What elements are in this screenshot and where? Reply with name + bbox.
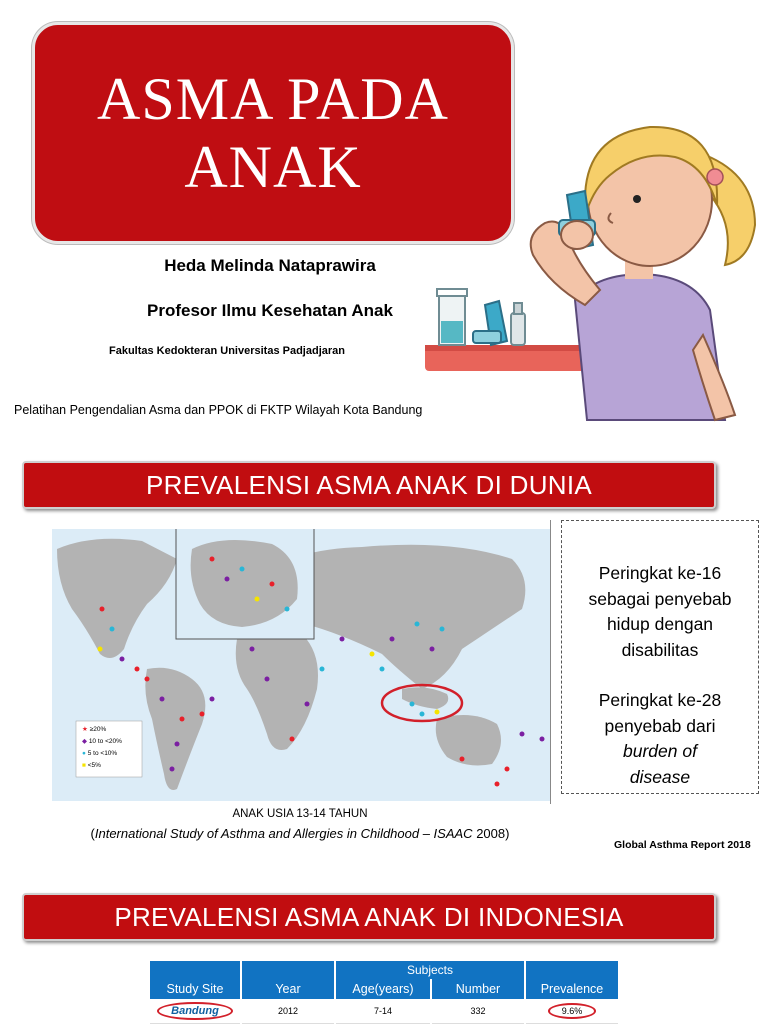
table-cell-prevalence: 9.6% xyxy=(548,1003,597,1019)
legend-item-2: 10 to <20% xyxy=(88,738,122,745)
map-legend-labels xyxy=(82,724,122,772)
world-map-graphic xyxy=(52,529,550,801)
info-line: disabilitas xyxy=(621,639,699,660)
legend-item-3: 5 to <10% xyxy=(87,750,118,757)
legend-star-icon: ★ xyxy=(82,726,88,733)
info-line: hidup dengan xyxy=(606,614,714,634)
info-line-italic: burden of xyxy=(623,741,697,761)
training-title: Pelatihan Pengendalian Asma dan PPOK di FKTP Wilayah Kota Bandung xyxy=(14,403,423,417)
table-header-number: Number xyxy=(432,979,524,999)
table-header-subjects: Subjects xyxy=(336,961,524,979)
info-line: Peringkat ke-16 xyxy=(598,563,722,583)
source-citation: Global Asthma Report 2018 xyxy=(614,839,751,851)
title-line-1: ASMA PADA xyxy=(97,66,449,132)
section-banner-indonesia: PREVALENSI ASMA ANAK DI INDONESIA xyxy=(22,893,716,941)
author-position: Profesor Ilmu Kesehatan Anak xyxy=(147,301,393,320)
author-faculty: Fakultas Kedokteran Universitas Padjadjaran xyxy=(109,345,345,357)
legend-square-icon: ■ xyxy=(82,762,86,769)
north-america xyxy=(57,539,177,658)
legend-dot-icon: ● xyxy=(82,750,86,757)
table-cell-number: 332 xyxy=(432,999,524,1024)
title-line-2: ANAK xyxy=(184,134,362,200)
legend-item-1: ≥20% xyxy=(89,726,107,733)
table-header-age: Age(years) xyxy=(336,979,430,999)
table-cell-age: 7-14 xyxy=(336,999,430,1024)
table-header-blank xyxy=(526,961,618,979)
prevalence-table xyxy=(148,961,620,1024)
map-caption-age: ANAK USIA 13-14 TAHUN xyxy=(232,808,368,820)
map-caption-study: (International Study of Asthma and Allergies in Childhood – ISAAC 2008) xyxy=(90,826,510,841)
info-line: Peringkat ke-28 xyxy=(598,690,722,710)
table-cell-year: 2012 xyxy=(242,999,334,1024)
section-banner-world: PREVALENSI ASMA ANAK DI DUNIA xyxy=(22,461,716,509)
table-header-blank xyxy=(242,961,334,979)
table-header-site: Study Site xyxy=(150,979,240,999)
legend-diamond-icon: ◆ xyxy=(82,738,87,745)
ranking-info-box xyxy=(561,520,759,794)
world-prevalence-map xyxy=(52,529,550,801)
table-row xyxy=(150,999,618,1024)
info-line-italic: disease xyxy=(629,766,691,787)
south-america xyxy=(145,668,205,790)
australia xyxy=(436,715,501,765)
info-line: penyebab dari xyxy=(604,715,716,736)
table-cell-site: Bandung xyxy=(157,1002,233,1020)
legend-item-4: <5% xyxy=(87,762,101,769)
table-header-year: Year xyxy=(242,979,334,999)
info-line: sebagai penyebab xyxy=(588,588,732,609)
author-name: Heda Melinda Nataprawira xyxy=(164,256,376,275)
map-divider xyxy=(550,520,551,804)
table-header-blank xyxy=(150,961,240,979)
table-header-prevalence: Prevalence xyxy=(526,979,618,999)
africa xyxy=(236,630,318,750)
